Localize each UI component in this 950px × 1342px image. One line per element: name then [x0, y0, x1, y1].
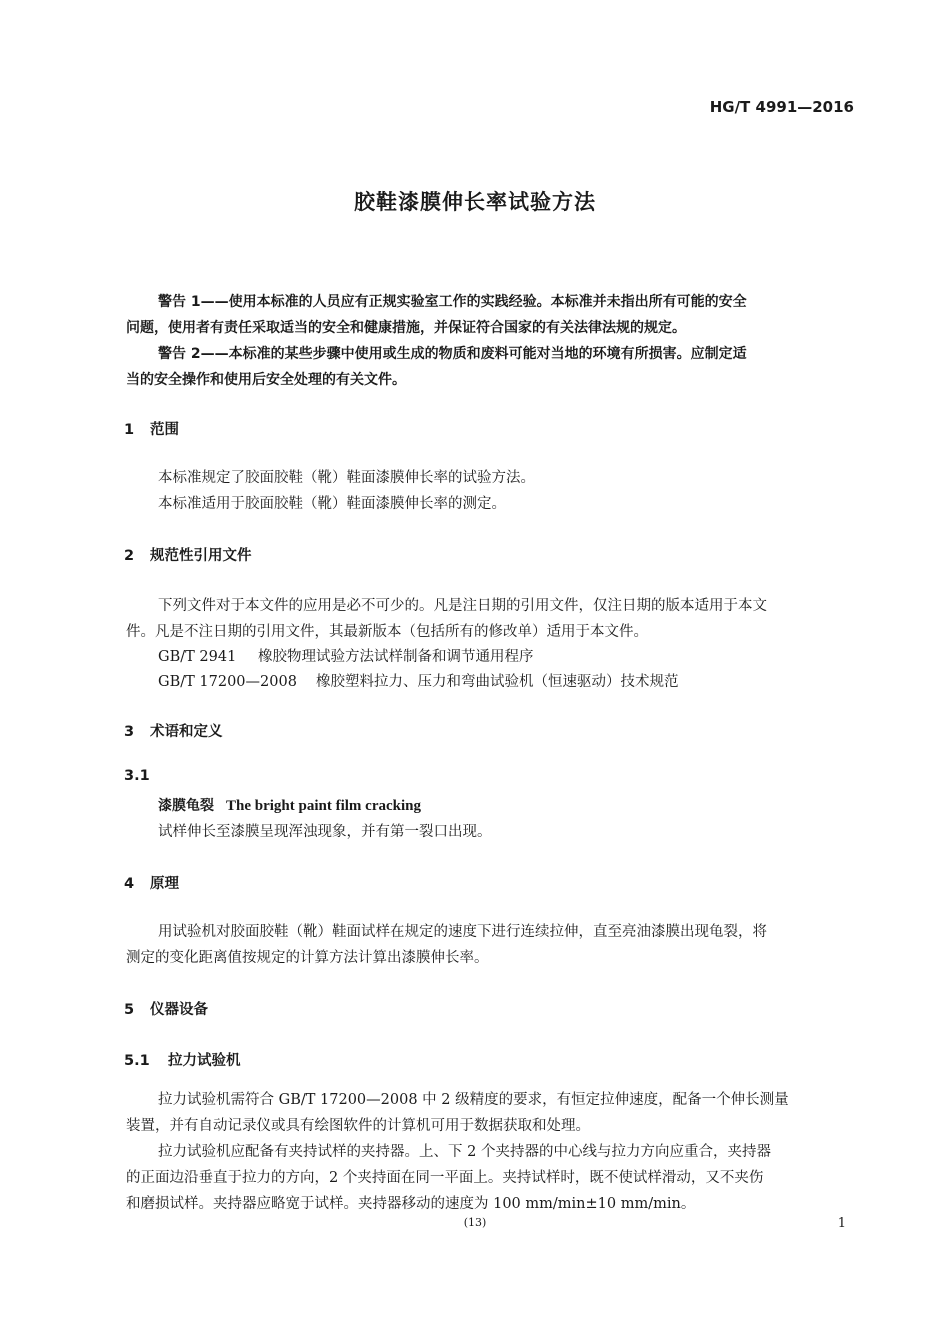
section-4-line-1: 用试验机对胶面胶鞋（靴）鞋面试样在规定的速度下进行连续拉伸，直至亮油漆膜出现龟裂，将 — [158, 924, 767, 940]
section-number: 3 — [124, 724, 135, 740]
section-4-heading — [124, 872, 179, 893]
footer-sequence: (13) — [463, 1216, 487, 1229]
section-2-line-1: 下列文件对于本文件的应用是必不可少的。凡是注日期的引用文件，仅注日期的版本适用于本文 — [158, 598, 767, 614]
section-5-1-p1-line-1: 拉力试验机需符合 GB/T 17200—2008 中 2 级精度的要求，有恒定拉伸速度，配备一个伸长测量 — [158, 1092, 789, 1108]
section-title: 原理 — [150, 876, 179, 892]
section-number: 5.1 — [124, 1053, 150, 1069]
term-english: The bright paint film cracking — [226, 798, 422, 814]
section-title: 规范性引用文件 — [150, 548, 252, 564]
section-1-heading — [124, 418, 179, 439]
section-5-1-p2-line-1: 拉力试验机应配备有夹持试样的夹持器。上、下 2 个夹持器的中心线与拉力方向应重合，夹持器 — [158, 1144, 771, 1160]
section-5-1-p1-line-2: 装置，并有自动记录仪或具有绘图软件的计算机可用于数据获取和处理。 — [126, 1118, 590, 1134]
section-title: 范围 — [150, 422, 179, 438]
reference-name: 橡胶塑料拉力、压力和弯曲试验机（恒速驱动）技术规范 — [316, 674, 679, 690]
page-number: 1 — [837, 1216, 846, 1231]
reference-item — [158, 645, 534, 666]
section-5-1-p2-line-3: 和磨损试样。夹持器应略宽于试样。夹持器移动的速度为 100 mm/min±10 mm/min。 — [126, 1196, 696, 1212]
section-title: 拉力试验机 — [168, 1053, 241, 1069]
term-definition: 试样伸长至漆膜呈现浑浊现象，并有第一裂口出现。 — [158, 824, 492, 840]
document-title: 胶鞋漆膜伸长率试验方法 — [354, 190, 596, 214]
section-5-1-p2-line-2: 的正面边沿垂直于拉力的方向，2 个夹持面在同一平面上。夹持试样时，既不使试样滑动，又不夹伤 — [126, 1170, 764, 1186]
standard-code: HG/T 4991—2016 — [709, 98, 854, 116]
reference-name: 橡胶物理试验方法试样制备和调节通用程序 — [258, 649, 534, 665]
section-3-heading — [124, 720, 223, 741]
section-5-1-heading — [124, 1049, 241, 1070]
section-2-heading — [124, 544, 252, 565]
warning-1-line-1: 警告 1——使用本标准的人员应有正规实验室工作的实践经验。本标准并未指出所有可能的安全 — [158, 294, 747, 310]
section-number: 5 — [124, 1002, 135, 1018]
section-number: 4 — [124, 876, 135, 892]
section-title: 仪器设备 — [150, 1002, 208, 1018]
section-title: 术语和定义 — [150, 724, 223, 740]
section-3-1-number: 3.1 — [124, 768, 150, 784]
section-5-heading — [124, 998, 208, 1019]
section-2-line-2: 件。凡是不注日期的引用文件，其最新版本（包括所有的修改单）适用于本文件。 — [126, 624, 648, 640]
warning-1-line-2: 问题，使用者有责任采取适当的安全和健康措施，并保证符合国家的有关法律法规的规定。 — [126, 320, 686, 336]
section-1-para-2: 本标准适用于胶面胶鞋（靴）鞋面漆膜伸长率的测定。 — [158, 496, 506, 512]
section-4-line-2: 测定的变化距离值按规定的计算方法计算出漆膜伸长率。 — [126, 950, 489, 966]
section-number: 2 — [124, 548, 135, 564]
reference-code: GB/T 17200—2008 — [158, 674, 297, 690]
reference-item — [158, 670, 679, 691]
term-chinese: 漆膜龟裂 — [158, 798, 214, 814]
section-1-para-1: 本标准规定了胶面胶鞋（靴）鞋面漆膜伸长率的试验方法。 — [158, 470, 535, 486]
term-entry — [158, 795, 421, 815]
warning-2-line-2: 当的安全操作和使用后安全处理的有关文件。 — [126, 372, 406, 388]
reference-code: GB/T 2941 — [158, 649, 237, 665]
section-number: 1 — [124, 422, 135, 438]
warning-2-line-1: 警告 2——本标准的某些步骤中使用或生成的物质和废料可能对当地的环境有所损害。应制定适 — [158, 346, 747, 362]
